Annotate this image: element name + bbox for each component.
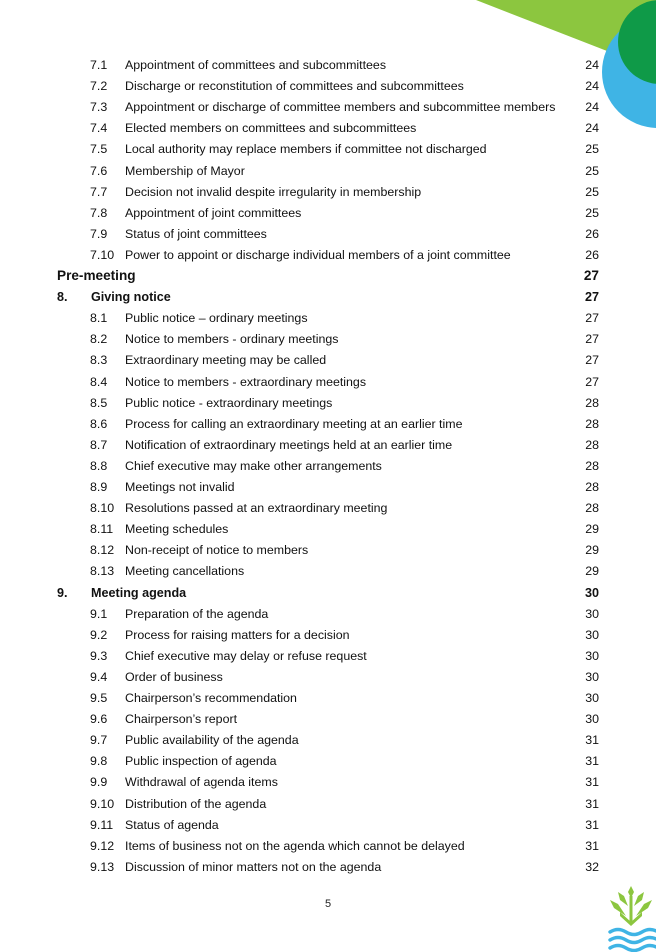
plant-water-logo-icon: [606, 882, 656, 952]
toc-title: Non-receipt of notice to members: [125, 543, 309, 558]
toc-title: Public inspection of agenda: [125, 754, 277, 769]
toc-item-row: [0, 118, 656, 138]
toc-item-row: [0, 836, 656, 856]
toc-item-row: [0, 97, 656, 117]
toc-number: 9.13: [90, 859, 115, 874]
toc-number: 8.8: [90, 458, 108, 473]
toc-item-row: [0, 245, 656, 265]
toc-item-row: [0, 350, 656, 370]
toc-number: 9.1: [90, 606, 108, 621]
toc-item-row: [0, 604, 656, 624]
toc-page-number: 28: [585, 437, 599, 452]
toc-title: Elected members on committees and subcommittees: [125, 121, 417, 136]
toc-chapter-row: [0, 583, 656, 603]
toc-page-number: 30: [585, 648, 599, 663]
toc-item-row: [0, 688, 656, 708]
toc-item-row: [0, 414, 656, 434]
toc-title: Chief executive may make other arrangements: [125, 458, 382, 473]
toc-number: 9.12: [90, 838, 115, 853]
toc-page-number: 30: [585, 691, 599, 705]
toc-page-number: 24: [585, 58, 599, 72]
toc-title: Resolutions passed at an extraordinary meeting: [125, 501, 388, 516]
toc-title: Process for raising matters for a decision: [125, 627, 350, 642]
toc-page-number: 31: [585, 796, 599, 811]
toc-page-number: 25: [585, 184, 599, 199]
toc-number: 7.10: [90, 247, 115, 262]
toc-item-row: [0, 224, 656, 244]
toc-page-number: 31: [585, 775, 599, 790]
toc-number: 7.7: [90, 184, 108, 199]
toc-page-number: 28: [585, 501, 599, 516]
toc-title: Preparation of the agenda: [125, 606, 269, 621]
toc-item-row: [0, 815, 656, 835]
toc-title: Items of business not on the agenda which cannot be delayed: [125, 838, 465, 853]
toc-item-row: [0, 182, 656, 202]
toc-page-number: 24: [585, 100, 599, 115]
toc-title: Public notice – ordinary meetings: [125, 311, 308, 326]
toc-page-number: 27: [585, 353, 599, 368]
toc-page-number: 27: [585, 332, 599, 347]
toc-number: 8.12: [90, 543, 115, 558]
toc-page-number: 32: [585, 859, 599, 874]
toc-item-row: [0, 519, 656, 539]
toc-page-number: 24: [585, 121, 599, 136]
toc-page-number: 26: [585, 226, 599, 241]
toc-item-row: [0, 477, 656, 497]
toc-page-number: 25: [585, 205, 599, 220]
toc-title: Pre-meeting: [57, 268, 136, 283]
toc-number: 9.3: [90, 648, 108, 663]
toc-title: Notification of extraordinary meetings held at an earlier time: [125, 437, 453, 452]
toc-title: Public availability of the agenda: [125, 733, 299, 748]
toc-item-row: [0, 329, 656, 349]
toc-number: 8.2: [90, 332, 108, 347]
toc-title: Meeting agenda: [91, 585, 187, 600]
toc-title: Membership of Mayor: [125, 163, 245, 178]
toc-item-row: [0, 772, 656, 792]
toc-number: 8.7: [90, 437, 108, 452]
toc-title: Chairperson’s report: [125, 712, 238, 727]
toc-item-row: [0, 625, 656, 645]
toc-number: 8.10: [90, 501, 115, 516]
toc-number: 8.9: [90, 480, 108, 494]
toc-item-row: [0, 857, 656, 877]
toc-title: Extraordinary meeting may be called: [125, 353, 327, 368]
toc-title: Status of joint committees: [125, 226, 267, 241]
toc-title: Notice to members - ordinary meetings: [125, 332, 339, 347]
toc-item-row: [0, 308, 656, 328]
toc-page-number: 30: [584, 585, 599, 600]
toc-page-number: 30: [585, 712, 599, 727]
toc-title: Decision not invalid despite irregularity in membership: [125, 184, 422, 199]
toc-page-number: 24: [585, 79, 599, 94]
toc-page-number: 30: [585, 627, 599, 642]
toc-title: Order of business: [125, 669, 223, 684]
toc-item-row: [0, 646, 656, 666]
toc-title: Meeting cancellations: [125, 564, 245, 579]
toc-item-row: [0, 751, 656, 771]
toc-title: Meeting schedules: [125, 522, 229, 537]
toc-item-row: [0, 456, 656, 476]
toc-section-row: [0, 266, 656, 286]
toc-title: Discharge or reconstitution of committees and subcommittees: [125, 79, 464, 94]
toc-item-row: [0, 161, 656, 181]
toc-title: Status of agenda: [125, 817, 219, 832]
toc-item-row: [0, 435, 656, 455]
toc-number: 7.4: [90, 121, 108, 136]
toc-title: Withdrawal of agenda items: [125, 775, 278, 790]
toc-item-row: [0, 561, 656, 581]
toc-page-number: 30: [585, 669, 599, 684]
toc-title: Public notice - extraordinary meetings: [125, 395, 333, 410]
toc-item-row: [0, 540, 656, 560]
toc-item-row: [0, 393, 656, 413]
toc-title: Notice to members - extraordinary meetings: [125, 374, 367, 389]
toc-page-number: 25: [585, 142, 599, 157]
toc-number: 8.4: [90, 374, 108, 389]
toc-page-number: 28: [585, 458, 599, 473]
toc-page-number: 31: [585, 733, 599, 748]
page-number: 5: [324, 898, 332, 910]
toc-title: Power to appoint or discharge individual members of a joint committee: [125, 247, 511, 262]
toc-title: Chief executive may delay or refuse request: [125, 648, 367, 663]
toc-page-number: 29: [585, 543, 599, 558]
toc-chapter-row: [0, 287, 656, 307]
toc-number: 9.5: [90, 691, 108, 705]
toc-page-number: 29: [585, 564, 599, 579]
toc-number: 8.11: [90, 522, 114, 537]
toc-number: 9.4: [90, 669, 108, 684]
toc-number: 9.9: [90, 775, 108, 790]
toc-item-row: [0, 498, 656, 518]
toc-number: 7.2: [90, 79, 108, 94]
toc-number: 9.2: [90, 627, 108, 642]
toc-number: 8.13: [90, 564, 115, 579]
toc-number: 8.: [57, 290, 68, 305]
toc-number: 9.8: [90, 754, 108, 769]
toc-page-number: 28: [585, 416, 599, 431]
toc-number: 7.6: [90, 163, 108, 178]
toc-title: Giving notice: [91, 290, 171, 305]
toc-number: 8.5: [90, 395, 108, 410]
toc-number: 9.10: [90, 796, 115, 811]
toc-number: 8.6: [90, 416, 108, 431]
toc-title: Appointment of joint committees: [125, 205, 302, 220]
toc-number: 9.: [57, 585, 68, 600]
toc-title: Meetings not invalid: [125, 480, 235, 494]
toc-page-number: 29: [585, 522, 599, 537]
toc-item-row: [0, 794, 656, 814]
toc-number: 9.6: [90, 712, 108, 727]
toc-page-number: 27: [585, 374, 599, 389]
toc-page-number: 27: [585, 311, 599, 326]
toc-item-row: [0, 203, 656, 223]
toc-page-number: 31: [585, 817, 599, 832]
toc-item-row: [0, 76, 656, 96]
toc-number: 7.8: [90, 205, 108, 220]
toc-item-row: [0, 667, 656, 687]
toc-title: Chairperson’s recommendation: [125, 691, 297, 705]
toc-item-row: [0, 372, 656, 392]
toc-item-row: [0, 709, 656, 729]
toc-title: Appointment of committees and subcommittees: [125, 58, 387, 72]
toc-page-number: 31: [585, 838, 599, 853]
toc-number: 9.11: [90, 817, 114, 832]
toc-number: 7.3: [90, 100, 108, 115]
toc-page-number: 27: [583, 268, 599, 283]
toc-page-number: 27: [584, 290, 599, 305]
toc-title: Local authority may replace members if committee not discharged: [125, 142, 487, 157]
toc-page-number: 28: [585, 395, 599, 410]
toc-item-row: [0, 55, 656, 75]
toc-page-number: 30: [585, 606, 599, 621]
toc-number: 9.7: [90, 733, 108, 748]
toc-item-row: [0, 730, 656, 750]
toc-title: Appointment or discharge of committee members and subcommittee members: [125, 100, 556, 115]
toc-page-number: 26: [585, 247, 599, 262]
toc-page-number: 31: [585, 754, 599, 769]
toc-number: 7.1: [90, 58, 108, 72]
toc-number: 8.1: [90, 311, 108, 326]
toc-number: 7.5: [90, 142, 108, 157]
toc-title: Distribution of the agenda: [125, 796, 267, 811]
toc-page-number: 28: [585, 480, 599, 494]
toc-title: Discussion of minor matters not on the agenda: [125, 859, 382, 874]
toc-title: Process for calling an extraordinary meeting at an earlier time: [125, 416, 463, 431]
toc-number: 7.9: [90, 226, 108, 241]
toc-page-number: 25: [585, 163, 599, 178]
toc-number: 8.3: [90, 353, 108, 368]
toc-item-row: [0, 139, 656, 159]
